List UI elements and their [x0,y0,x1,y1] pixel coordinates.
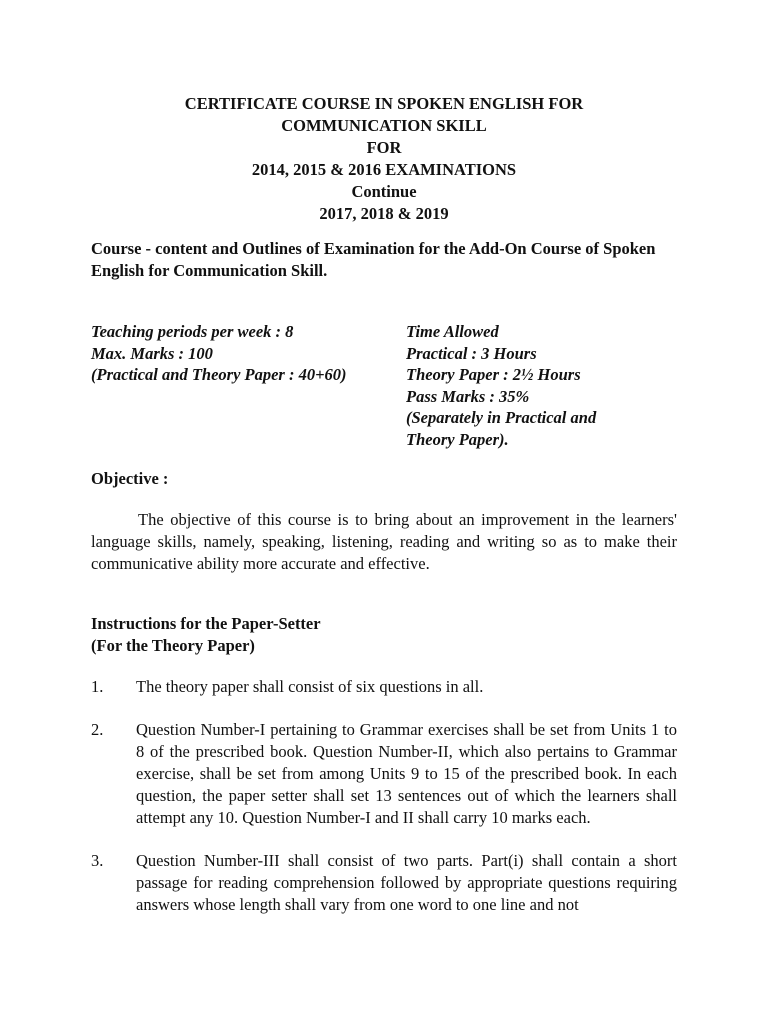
list-item [91,850,677,916]
instructions-subheading: (For the Theory Paper) [91,636,255,655]
objective-heading: Objective : [91,469,169,488]
list-item-text: Question Number-III shall consist of two parts. Part(i) shall contain a short passage for reading comprehension followed by appropriate questions requiring answers whose length shall vary from one word to one line and not [136,851,677,914]
instructions-heading [91,613,321,657]
instructions-list [91,676,677,937]
title-line: 2017, 2018 & 2019 [319,204,449,223]
course-info-right [406,321,696,450]
course-intro: Course - content and Outlines of Examination for the Add-On Course of Spoken English for Communication Skill. [91,239,656,280]
marks-split: (Practical and Theory Paper : 40+60) [91,365,347,384]
title-line: Continue [351,182,417,201]
pass-marks: Pass Marks : 35% [406,386,530,406]
objective-text: The objective of this course is to bring about an improvement in the learners' language skills, namely, speaking, listening, reading and writing so as to make their communicative ability more accurate and effective. [91,510,677,573]
time-allowed: Time Allowed [406,322,499,341]
title-line: 2014, 2015 & 2016 EXAMINATIONS [251,160,517,179]
teaching-periods: Teaching periods per week : 8 [91,322,294,341]
title-line: CERTIFICATE COURSE IN SPOKEN ENGLISH FOR [184,94,584,113]
title-line: FOR [366,138,402,157]
title-line: COMMUNICATION SKILL [281,116,487,135]
list-item [91,719,677,829]
document-title [0,93,768,225]
list-item-number: 1. [91,677,104,696]
instructions-heading-line: Instructions for the Paper-Setter [91,614,321,633]
list-item [91,676,677,698]
pass-marks-note-cont: Theory Paper). [406,429,509,449]
max-marks: Max. Marks : 100 [91,343,213,363]
list-item-number: 2. [91,720,104,739]
list-item-text: The theory paper shall consist of six questions in all. [136,677,484,696]
list-item-number: 3. [91,851,104,870]
list-item-text: Question Number-I pertaining to Grammar exercises shall be set from Units 1 to 8 of the prescribed book. Question Number-II, which also pertains to Grammar exercise, shall be set from among Units 9 to 15 of the prescribed book. In each question, the paper setter shall set 13 sentences out of which the learners shall attempt any 10. Question Number-I and II shall carry 10 marks each. [136,720,677,827]
theory-time: Theory Paper : 2½ Hours [406,365,581,384]
course-info-left [91,321,391,386]
pass-marks-note: (Separately in Practical and [406,408,597,427]
practical-time: Practical : 3 Hours [406,343,537,363]
